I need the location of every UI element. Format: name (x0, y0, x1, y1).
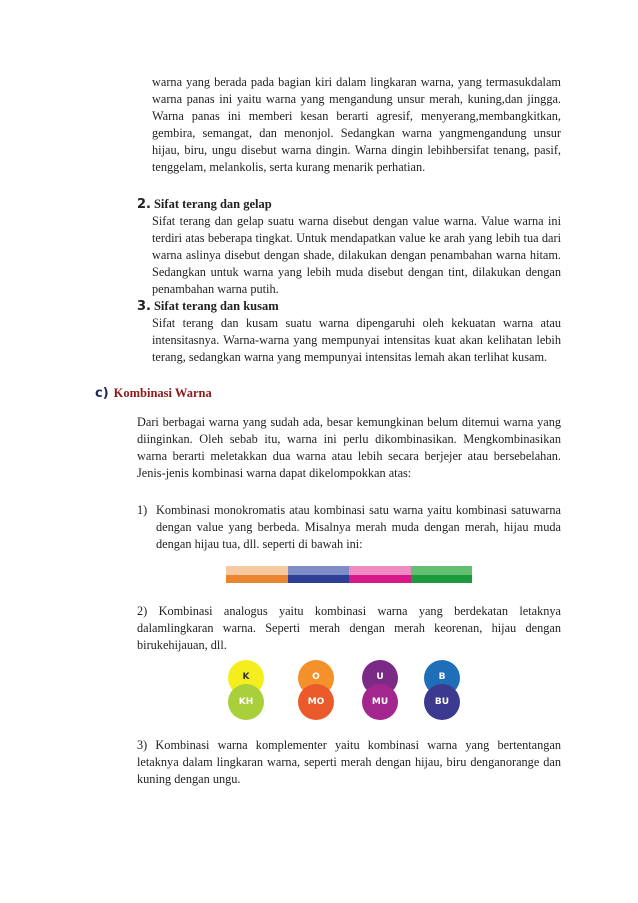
circle-label-u: U (376, 672, 384, 682)
strip-segment-blue (288, 566, 350, 583)
circle-label-o: O (312, 672, 320, 682)
monochrome-color-strip (226, 566, 472, 583)
combo-item-2: 2) Kombinasi analogus yaitu kombinasi warna yang berdekatan letaknya dalamlingkaran warna. Seperti merah dengan merah keorenan, hijau dengan birukehijauan, dll. (137, 604, 561, 652)
strip-segment-magenta (349, 566, 411, 583)
strip-segment-green (411, 566, 473, 583)
item2-number: 2. (137, 197, 151, 212)
circle-label-mo: MO (307, 697, 325, 707)
combo-item-1-text: Kombinasi monokromatis atau kombinasi satu warna yaitu kombinasi satuwarna dengan value yang berbeda. Misalnya merah muda dengan merah, hijau muda dengan hijau tua, dll. seperti di bawah ini: (156, 503, 561, 551)
circle-label-bu: BU (434, 697, 450, 707)
circle-label-kh: KH (238, 697, 254, 707)
section-c-heading (95, 385, 212, 402)
item2-title: Sifat terang dan gelap (153, 197, 272, 211)
circle-mu (362, 684, 398, 720)
strip-segment-orange (226, 566, 288, 583)
section-c-letter: c) (95, 386, 109, 401)
combo-item-1-number: 1) (137, 503, 148, 517)
section-c-intro: Dari berbagai warna yang sudah ada, besar kemungkinan belum ditemui warna yang diinginkan. Oleh sebab itu, warna ini perlu dikombinasikan. Mengkombinasikan warna berarti meletakkan dua warna atau lebih secara berjejer atau bersebelahan. Jenis-jenis kombinasi warna dapat dikelompokkan atas: (137, 415, 561, 480)
circle-label-b: B (438, 672, 446, 682)
circle-bu (424, 684, 460, 720)
intro-paragraph: warna yang berada pada bagian kiri dalam lingkaran warna, yang termasukdalam warna panas ini yaitu warna yang mengandung unsur merah, kuning,dan jingga. Warna panas ini memberi kesan berarti agresif, menyerang,membangkitkan, gembira, semangat, dan menonjol. Sedangkan warna yangmengandung unsur hijau, biru, ungu disebut warna dingin. Warna dingin lebihbersifat tenang, pasif, tenggelam, melankolis, serta kurang menarik perhatian. (152, 75, 561, 174)
item3-title: Sifat terang dan kusam (153, 299, 279, 313)
circle-mo (298, 684, 334, 720)
item3-number: 3. (137, 299, 151, 314)
item2-body: Sifat terang dan gelap suatu warna disebut dengan value warna. Value warna ini terdiri atas beberapa tingkat. Untuk mendapatkan value ke arah yang lebih tua dari warna aslinya disebut dengan shade, dilakukan dengan penambahan warna hitam. Sedangkan untuk warna yang lebih muda disebut dengan tint, dilakukan dengan penambahan warna putih. (152, 214, 561, 296)
section-c-title: Kombinasi Warna (113, 386, 212, 400)
circle-kh (228, 684, 264, 720)
item3-body: Sifat terang dan kusam suatu warna dipengaruhi oleh kekuatan warna atau intensitasnya. Warna-warna yang mempunyai intensitas kuat akan kelihatan lebih terang, sedangkan warna yang mempunyai intensitas lemah akan terlihat kusam. (152, 316, 561, 364)
circle-label-k: K (242, 672, 250, 682)
combo-item-3: 3) Kombinasi warna komplementer yaitu kombinasi warna yang bertentangan letaknya dalam lingkaran warna, seperti merah dengan hijau, biru denganorange dan kuning dengan ungu. (137, 738, 561, 786)
circle-label-mu: MU (371, 697, 389, 707)
item2-heading (137, 196, 272, 213)
item3-heading (137, 298, 279, 315)
